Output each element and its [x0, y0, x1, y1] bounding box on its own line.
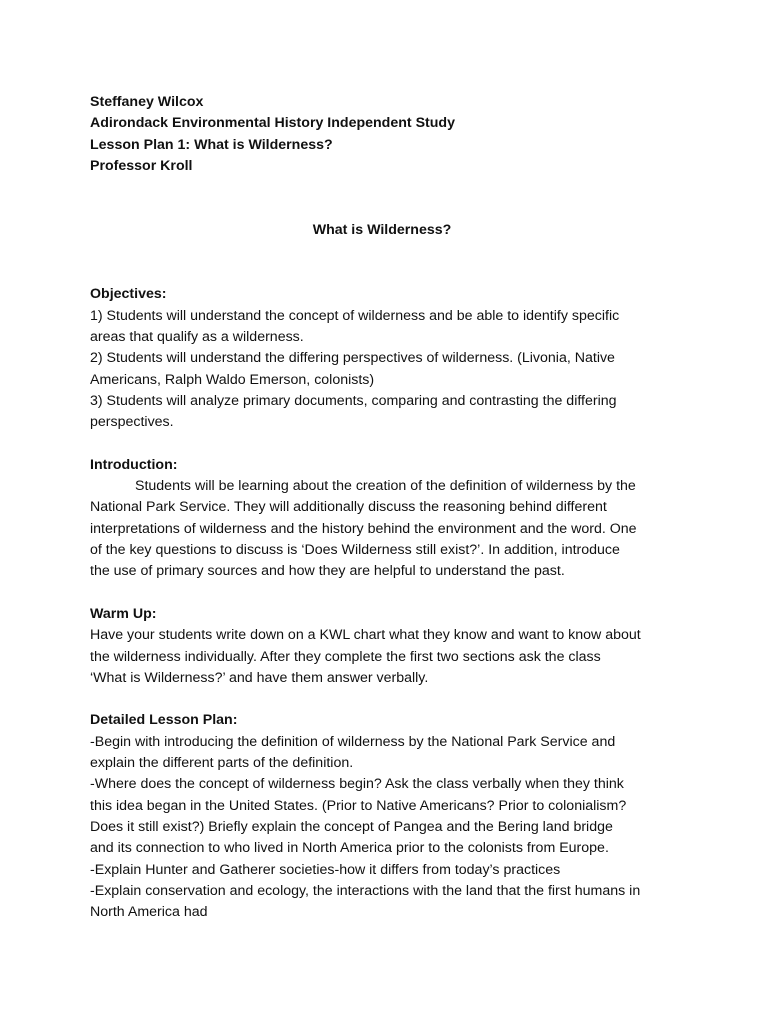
lesson-title: Lesson Plan 1: What is Wilderness?: [90, 136, 333, 153]
introduction-line: of the key questions to discuss is ‘Does Wilderness still exist?’. In addition, introduce: [90, 542, 620, 559]
detailed-plan-line: explain the different parts of the definition.: [90, 755, 354, 772]
professor-name: Professor Kroll: [90, 157, 193, 174]
detailed-plan-line: Does it still exist?) Briefly explain the concept of Pangea and the Bering land bridge: [90, 818, 613, 835]
detailed-plan-line: and its connection to who lived in North America prior to the colonists from Europe.: [90, 840, 609, 857]
objectives-line: areas that qualify as a wilderness.: [90, 329, 304, 346]
introduction-line: the use of primary sources and how they are helpful to understand the past.: [90, 563, 565, 580]
objectives-section: [90, 284, 690, 433]
introduction-line-text: Students will be learning about the creation of the definition of wilderness by the: [135, 478, 636, 495]
detailed-plan-line: North America had: [90, 904, 208, 921]
warm-up-section: [90, 604, 690, 689]
detailed-lesson-plan-heading: Detailed Lesson Plan:: [90, 712, 238, 729]
objectives-heading: Objectives:: [90, 286, 167, 303]
warm-up-line: Have your students write down on a KWL chart what they know and want to know about: [90, 627, 641, 644]
introduction-section: [90, 455, 690, 583]
objectives-line: Americans, Ralph Waldo Emerson, colonists): [90, 371, 375, 388]
introduction-line: interpretations of wilderness and the history behind the environment and the word. One: [90, 520, 637, 537]
detailed-plan-line: -Explain Hunter and Gatherer societies-how it differs from today’s practices: [90, 861, 561, 878]
detailed-plan-line: -Begin with introducing the definition of wilderness by the National Park Service and: [90, 733, 616, 750]
detailed-plan-line: -Explain conservation and ecology, the interactions with the land that the first humans in: [90, 882, 641, 899]
document-body: [90, 92, 690, 923]
course-name: Adirondack Environmental History Independent Study: [90, 115, 455, 132]
objectives-line: 2) Students will understand the differing perspectives of wilderness. (Livonia, Native: [90, 350, 615, 367]
detailed-plan-line: this idea began in the United States. (Prior to Native Americans? Prior to colonialism?: [90, 797, 627, 814]
introduction-line: National Park Service. They will additionally discuss the reasoning behind different: [90, 499, 607, 516]
warm-up-line: ‘What is Wilderness?’ and have them answer verbally.: [90, 669, 429, 686]
objectives-line: 3) Students will analyze primary documents, comparing and contrasting the differing: [90, 392, 617, 409]
objectives-line: 1) Students will understand the concept of wilderness and be able to identify specific: [90, 307, 620, 324]
introduction-line: [90, 476, 690, 497]
document-title: What is Wilderness?: [312, 222, 452, 239]
detailed-plan-line: -Where does the concept of wilderness begin? Ask the class verbally when they think: [90, 776, 624, 793]
header-block: [90, 92, 690, 177]
detailed-lesson-plan-section: [90, 710, 690, 923]
objectives-line: perspectives.: [90, 414, 174, 431]
warm-up-line: the wilderness individually. After they complete the first two sections ask the class: [90, 648, 601, 665]
warm-up-heading: Warm Up:: [90, 605, 157, 622]
introduction-heading: Introduction:: [90, 456, 178, 473]
author-name: Steffaney Wilcox: [90, 94, 204, 110]
